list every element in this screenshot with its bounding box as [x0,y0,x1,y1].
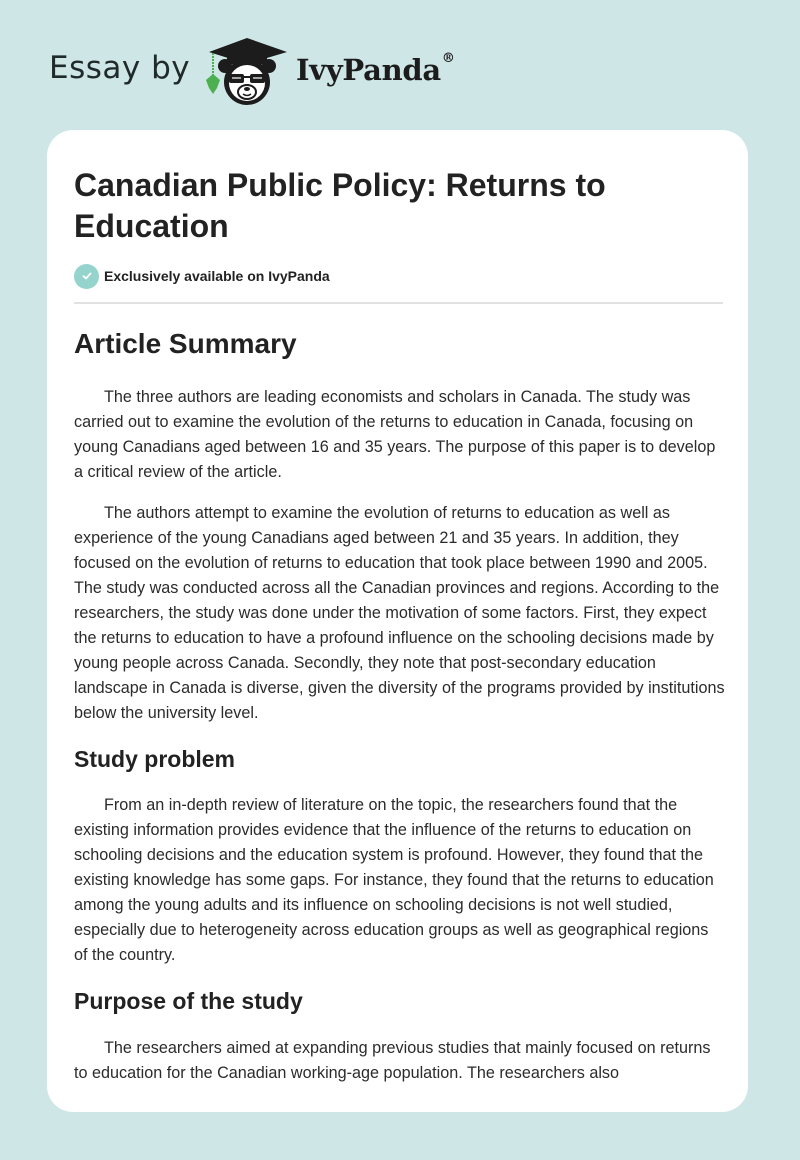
panda-graduate-logo-icon[interactable] [203,36,291,108]
paragraph: The authors attempt to examine the evolution of returns to education as well as experience of the young Canadians aged between 21 and 35 years. In addition, they focused on the evolution of returns to education that took place between 1990 and 2005. The study was conducted across all the Canadian provinces and regions. According to the researchers, the study was done under the motivation of some factors. First, they expect the returns to education to have a profound influence on the schooling decisions made by young people across Canada. Secondly, they note that post-secondary education landscape in Canada is diverse, given the diversity of the programs provided by institutions below the university level. [74,504,725,722]
article-card [47,130,748,1112]
article-title: Canadian Public Policy: Returns to Education [74,167,606,244]
brand-name[interactable] [296,53,455,87]
section-heading-purpose-of-the-study: Purpose of the study [74,988,303,1014]
brand-text: IvyPanda [296,53,441,87]
title-divider [74,302,723,304]
exclusive-badge [74,263,330,289]
check-circle-icon [74,264,99,289]
section-heading-study-problem: Study problem [74,746,236,772]
paragraph: From an in-depth review of literature on the topic, the researchers found that the existing information provides evidence that the influence of the returns to education on schooling decisions and the education system is profound. However, they found that the existing knowledge has some gaps. For instance, they found that the returns to education among the young adults and its influence on schooling decisions is not well studied, especially due to heterogeneity across education groups as well as geographical regions of the country. [74,796,714,964]
essay-by-label: Essay by [49,50,191,86]
exclusive-badge-text: Exclusively available on IvyPanda [104,268,330,284]
paragraph: The researchers aimed at expanding previous studies that mainly focused on returns to education for the Canadian working-age population. The researchers also [74,1039,711,1082]
section-heading-article-summary: Article Summary [74,328,297,359]
paragraph: The three authors are leading economists and scholars in Canada. The study was carried out to examine the evolution of the returns to education in Canada, focusing on young Canadians aged between 16 and 35 years. The purpose of this paper is to develop a critical review of the article. [74,388,716,481]
site-header [0,0,800,130]
registered-mark: ® [441,51,455,66]
